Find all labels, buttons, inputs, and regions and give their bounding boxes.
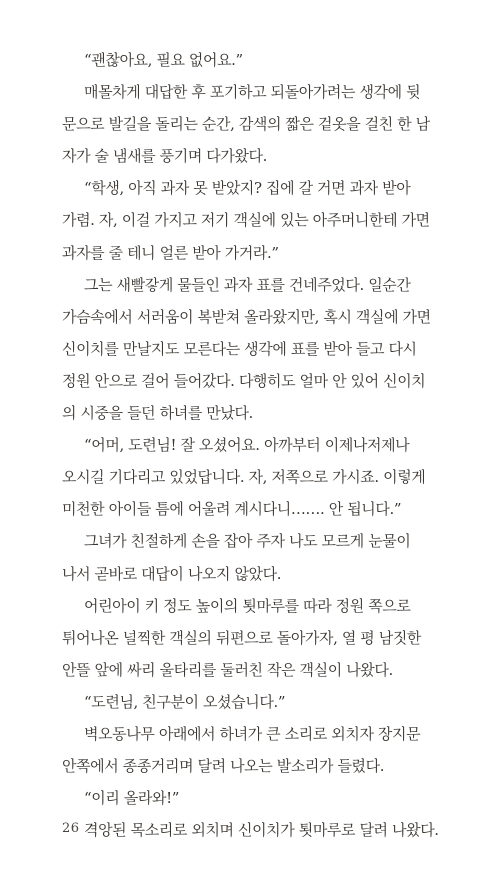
text-line: 가렴. 자, 이걸 가지고 저기 객실에 있는 아주머니한테 가면 xyxy=(62,211,430,230)
paragraph xyxy=(62,814,460,846)
text-line: 신이치를 만날지도 모른다는 생각에 표를 받아 들고 다시 xyxy=(62,339,417,358)
paragraph xyxy=(62,525,460,589)
paragraph xyxy=(62,429,460,525)
body-text xyxy=(62,44,460,846)
page-number: 26 xyxy=(62,821,80,836)
text-line: 과자를 줄 테니 얼른 받아 가거라.” xyxy=(62,243,279,262)
text-line: “학생, 아직 과자 못 받았지? 집에 갈 거면 과자 받아 xyxy=(84,179,411,198)
text-line: 안쪽에서 종종거리며 달려 나오는 발소리가 들렸다. xyxy=(62,757,385,776)
text-line: “어머, 도련님! 잘 오셨어요. 아까부터 이제나저제나 xyxy=(84,436,410,455)
paragraph xyxy=(62,76,460,172)
text-line: 오시길 기다리고 있었답니다. 자, 저쪽으로 가시죠. 이렇게 xyxy=(62,468,426,487)
text-line: “이리 올라와!” xyxy=(84,789,179,808)
paragraph xyxy=(62,44,460,76)
text-line: 자가 술 냄새를 풍기며 다가왔다. xyxy=(62,147,268,166)
text-line: 벽오동나무 아래에서 하녀가 큰 소리로 외치자 장지문 xyxy=(84,724,421,743)
text-line: 매몰차게 대답한 후 포기하고 되돌아가려는 생각에 뒷 xyxy=(84,83,421,102)
text-line: 그녀가 친절하게 손을 잡아 주자 나도 모르게 눈물이 xyxy=(84,532,411,551)
text-line: 튀어나온 널찍한 객실의 뒤편으로 돌아가자, 열 평 남짓한 xyxy=(62,628,422,647)
text-line: 미천한 아이들 틈에 어울려 계시다니……. 안 됩니다.” xyxy=(62,500,402,519)
paragraph xyxy=(62,590,460,686)
text-line: “도련님, 친구분이 오셨습니다.” xyxy=(84,692,286,711)
paragraph xyxy=(62,172,460,268)
text-line: 그는 새빨갛게 물들인 과자 표를 건네주었다. 일순간 xyxy=(84,275,411,294)
text-line: 격앙된 목소리로 외치며 신이치가 툇마루로 달려 나왔다. xyxy=(84,821,439,840)
text-line: 정원 안으로 걸어 들어갔다. 다행히도 얼마 안 있어 신이치 xyxy=(62,371,426,390)
text-line: 어린아이 키 정도 높이의 툇마루를 따라 정원 쪽으로 xyxy=(84,596,411,615)
text-line: 의 시중을 들던 하녀를 만났다. xyxy=(62,404,253,423)
text-line: 안뜰 앞에 싸리 울타리를 둘러친 작은 객실이 나왔다. xyxy=(62,660,393,679)
text-line: 나서 곧바로 대답이 나오지 않았다. xyxy=(62,564,282,583)
text-line: “괜찮아요, 필요 없어요.” xyxy=(84,51,243,69)
paragraph xyxy=(62,782,460,814)
paragraph xyxy=(62,686,460,718)
text-line: 문으로 발길을 돌리는 순간, 감색의 짧은 겉옷을 걸친 한 남 xyxy=(62,115,430,134)
paragraph xyxy=(62,269,460,429)
text-line: 가슴속에서 서러움이 복받쳐 올라왔지만, 혹시 객실에 가면 xyxy=(62,307,431,326)
paragraph xyxy=(62,718,460,782)
